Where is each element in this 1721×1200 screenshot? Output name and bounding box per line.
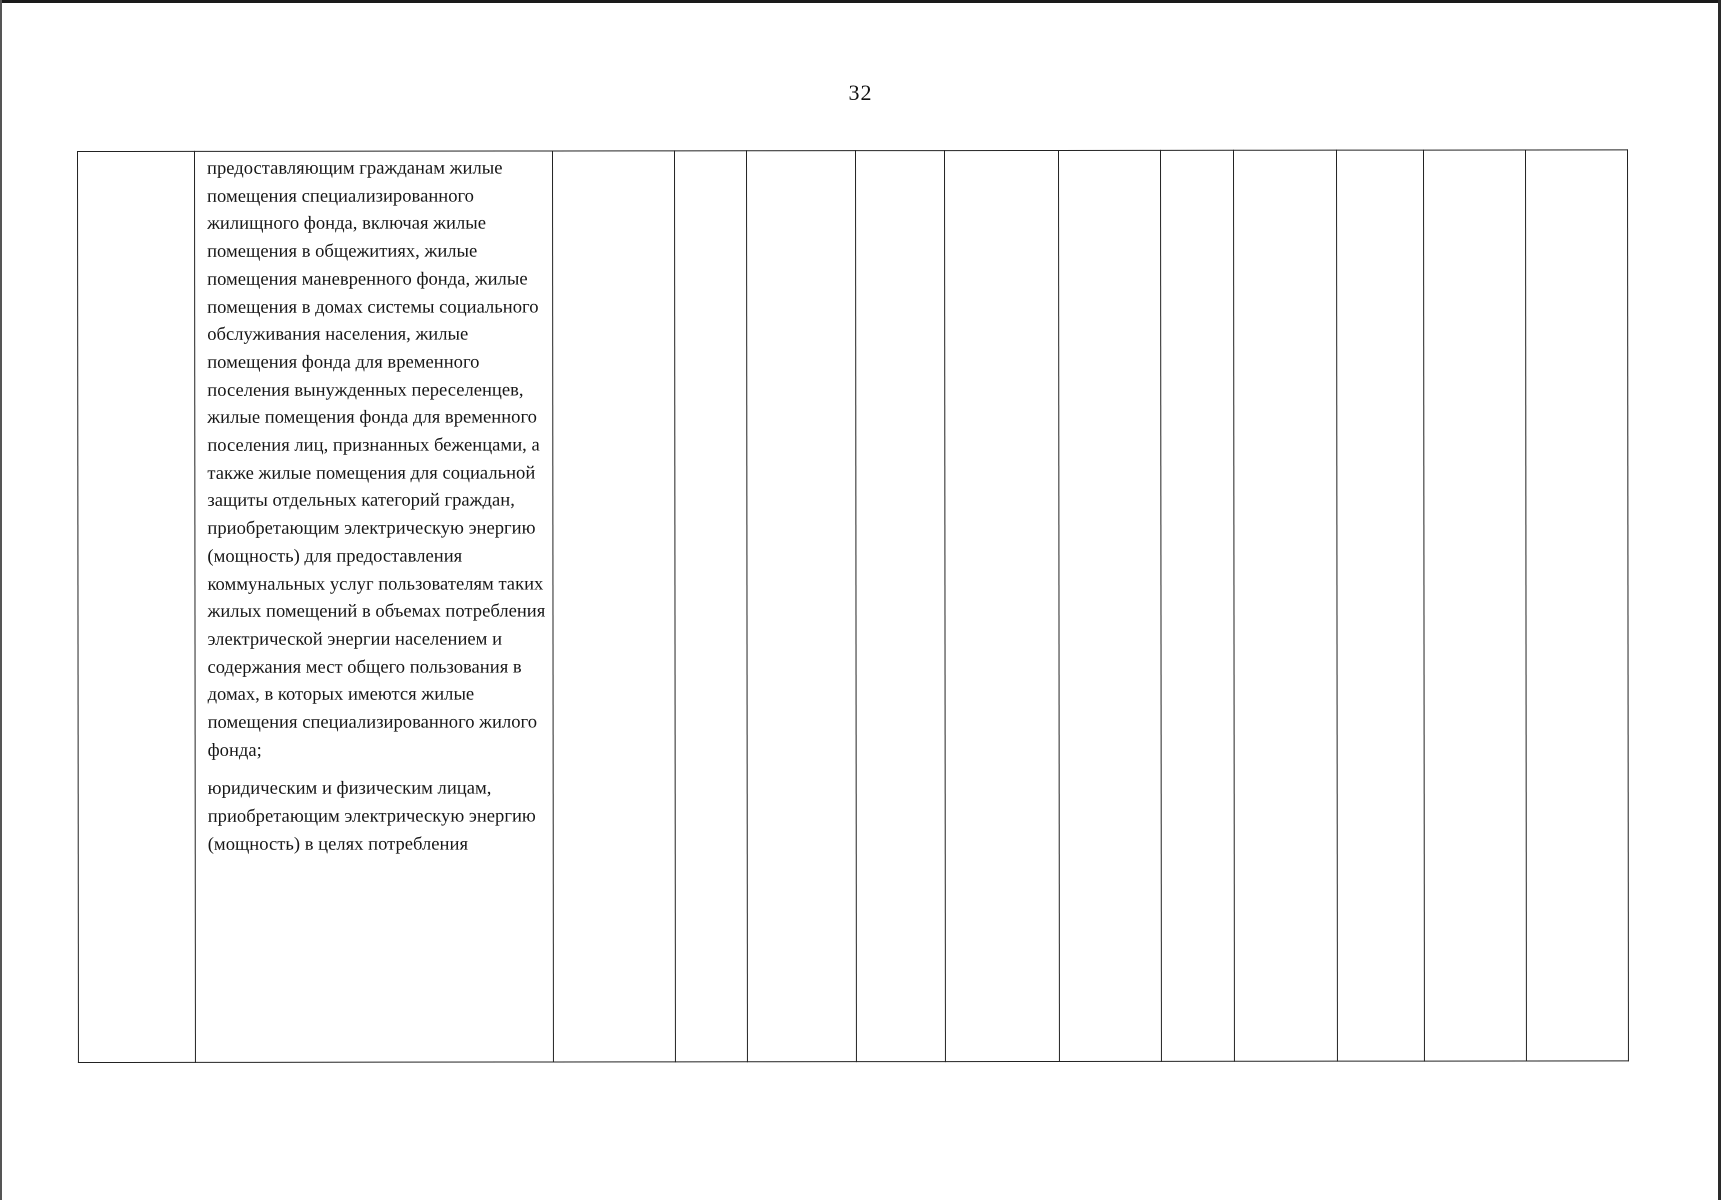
- table-cell-empty: [747, 151, 857, 1062]
- table-cell-empty: [553, 151, 676, 1062]
- table-cell-empty: [945, 150, 1060, 1061]
- table-cell-empty: [675, 151, 748, 1062]
- table-cell-empty: [1525, 150, 1628, 1061]
- page-frame-left-edge: [0, 0, 2, 1200]
- table-cell-number: [78, 151, 196, 1062]
- table-cell-empty: [1059, 150, 1162, 1061]
- table-row: [78, 150, 1629, 1063]
- table-cell-empty: [1233, 150, 1337, 1061]
- table-cell-empty: [1423, 150, 1526, 1061]
- page-frame-top-edge: [0, 0, 1721, 3]
- table-cell-empty: [856, 151, 946, 1062]
- table-cell-description: [195, 151, 554, 1062]
- table-cell-empty: [1336, 150, 1424, 1061]
- description-paragraph-1: предоставляющим гражданам жилые помещения специализированного жилищного фонда, включая жилые помещения в общежитиях, жилые помещения маневренного фонда, жилые помещения в домах системы социального обслуживания населения, жилые помещения фонда для временного поселения вынужденных переселенцев, жилые помещения фонда для временного поселения лиц, признанных беженцами, а также жилые помещения для социальной защиты отдельных категорий граждан, приобретающим электрическую энергию (мощность) для предоставления коммунальных услуг пользователям таких жилых помещений в объемах потребления электрической энергии населением и содержания мест общего пользования в домах, в которых имеются жилые помещения специализированного жилого фонда;: [207, 157, 546, 761]
- description-paragraph-2: юридическим и физическим лицам, приобретающим электрическую энергию (мощность) в целях потребления: [207, 778, 536, 855]
- table-cell-empty: [1160, 150, 1234, 1061]
- document-table: [77, 149, 1629, 1063]
- page-number: 32: [848, 80, 873, 105]
